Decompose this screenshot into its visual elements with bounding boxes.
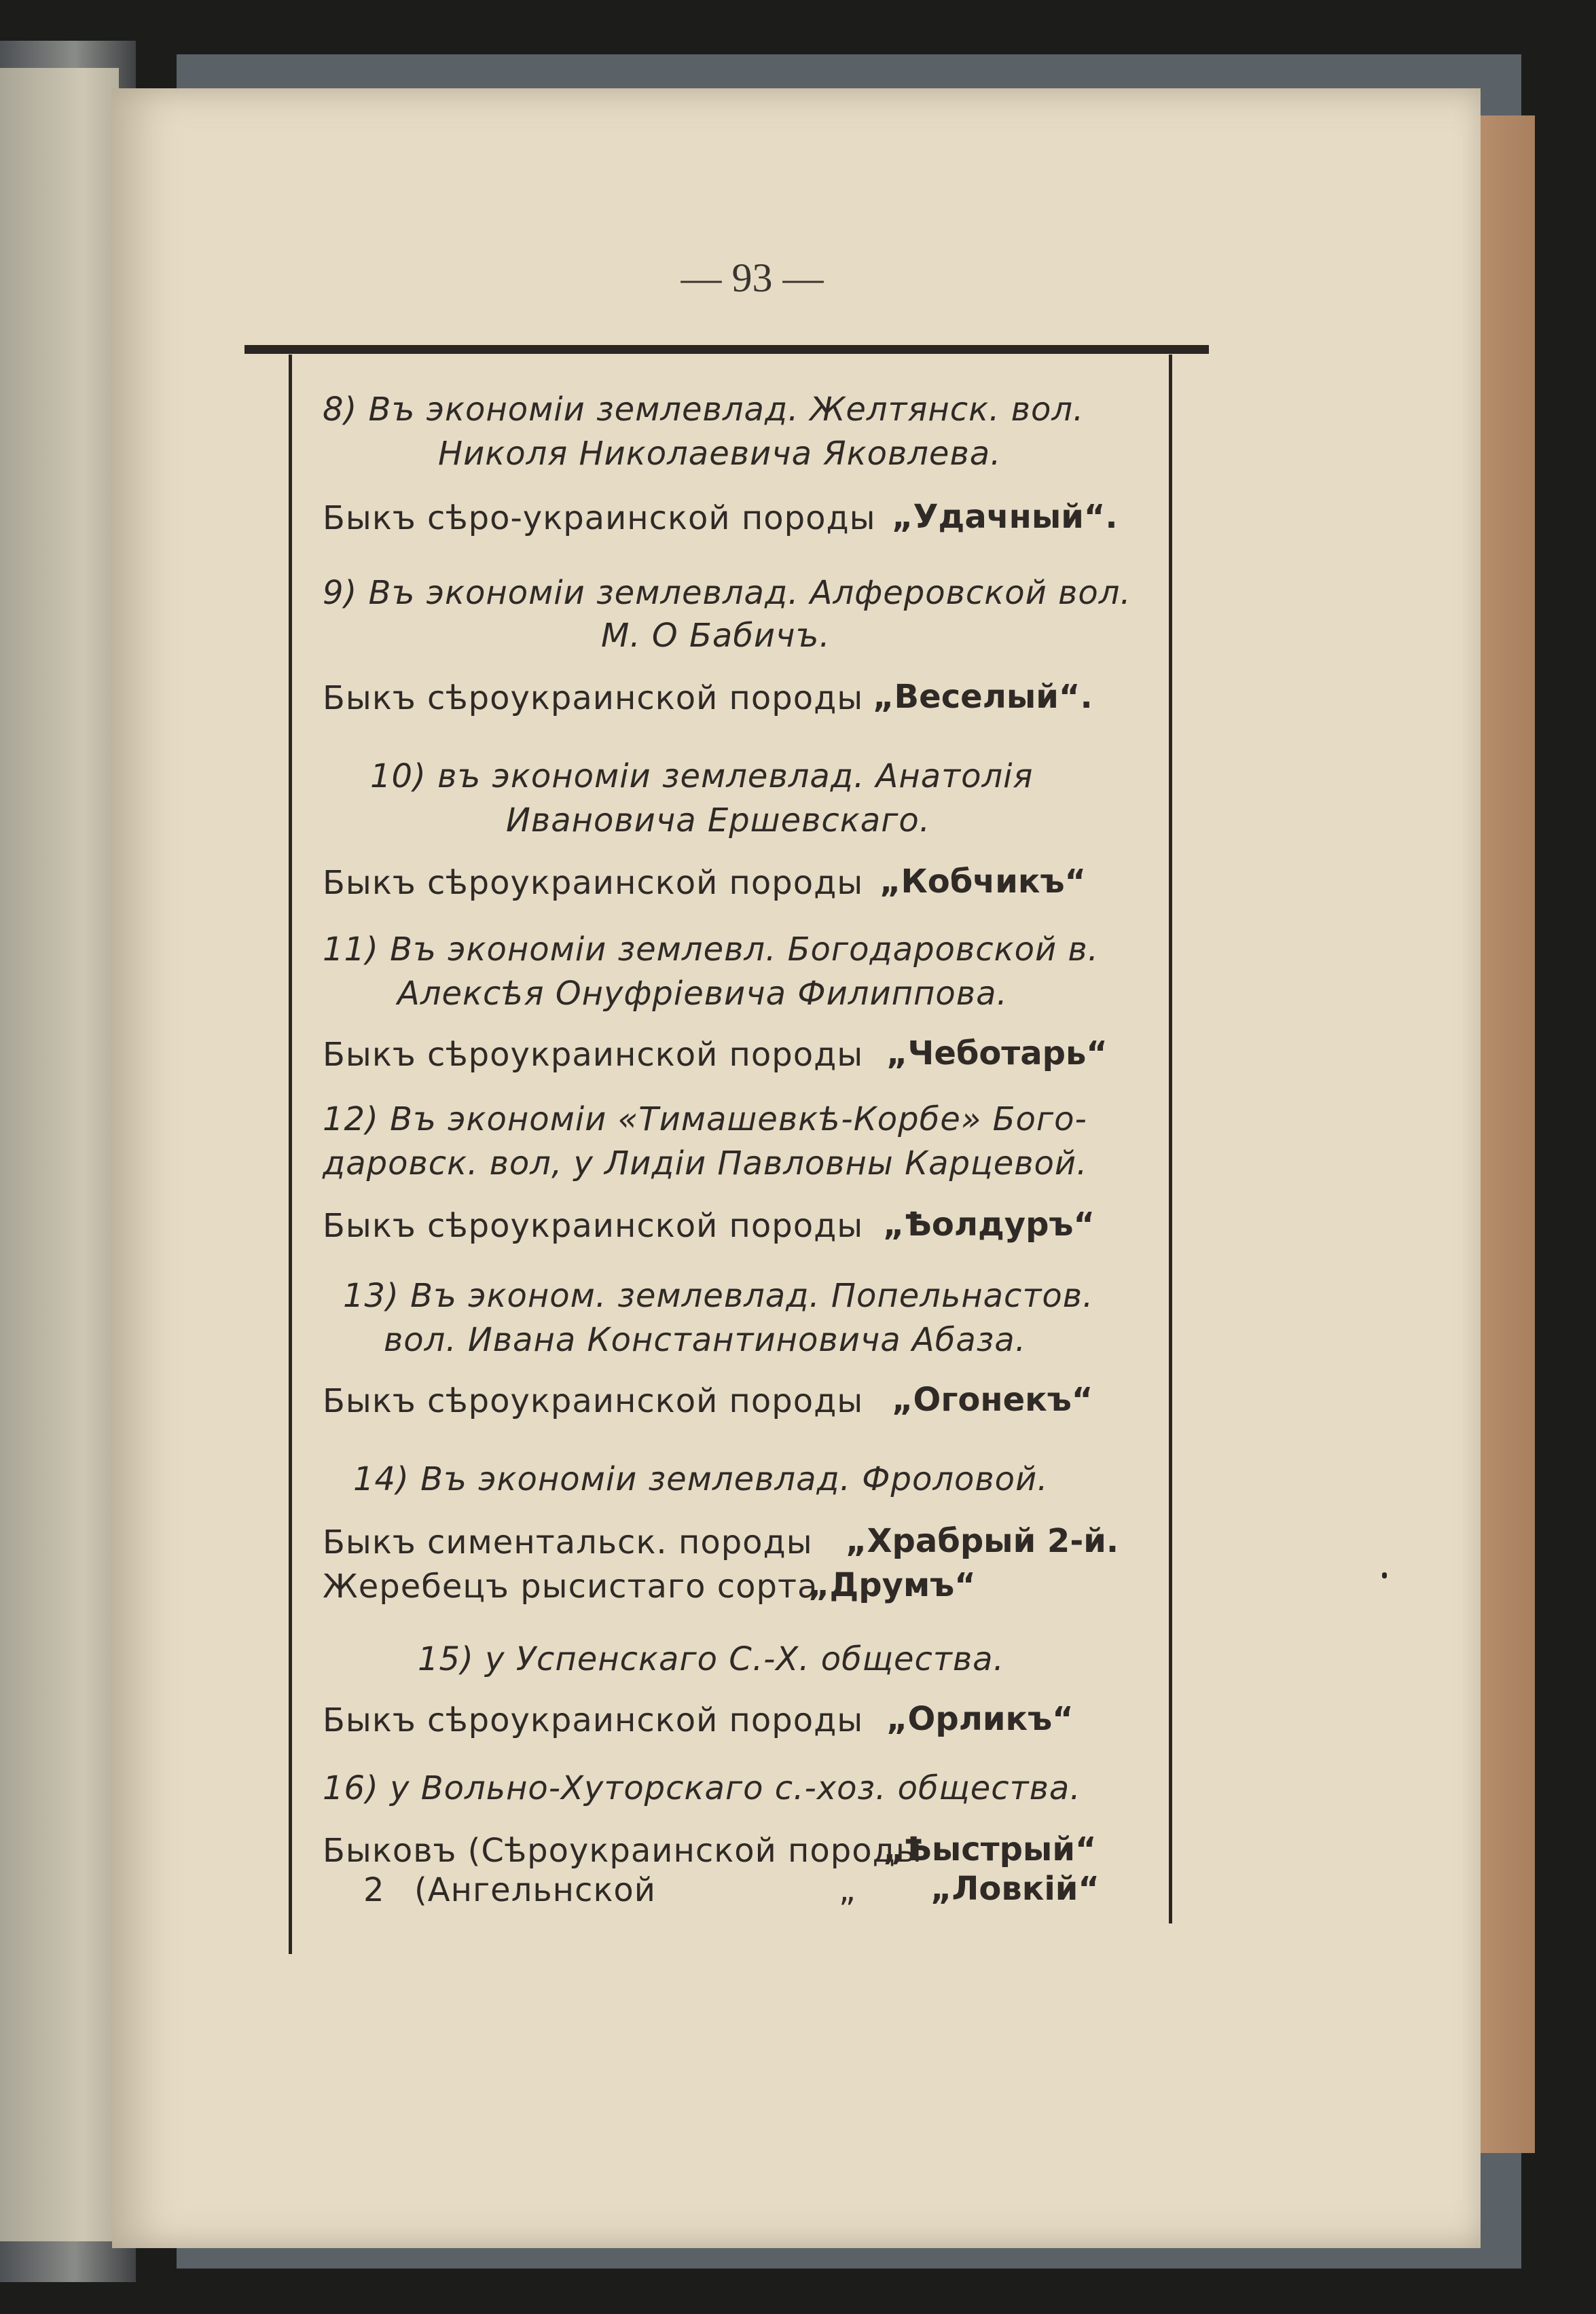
ink-speck xyxy=(1382,1572,1387,1578)
entry-heading: 13) Въ эконом. землевлад. Попельнастов. xyxy=(343,1277,1094,1315)
entry-line: Быкъ сѣроукраинской породы xyxy=(323,864,864,902)
entry-line: Быкъ сѣроукраинской породы xyxy=(323,1036,864,1074)
entry-heading: Ивановича Ершевскаго. xyxy=(506,801,931,839)
entry-heading: даровск. вол, у Лидіи Павловны Карцевой. xyxy=(323,1144,1088,1182)
animal-name: „Огонекъ“ xyxy=(892,1381,1093,1419)
top-rule xyxy=(244,345,1209,354)
entry-line: (Ангельнской xyxy=(414,1871,656,1909)
entry-heading: 11) Въ экономіи землевл. Богодаровской в. xyxy=(323,930,1099,969)
animal-name: „Чеботарь“ xyxy=(886,1034,1108,1072)
ditto-mark: „ xyxy=(839,1871,856,1909)
entry-heading: Николя Николаевича Яковлева. xyxy=(438,435,1002,473)
entry-line: Быковъ (Сѣроукраинской породы xyxy=(323,1832,922,1870)
left-rule xyxy=(289,355,292,1954)
animal-name: „Удачный“. xyxy=(892,498,1118,536)
page-number: — 93 — xyxy=(681,255,824,300)
entry-heading: 15) у Успенскаго С.-Х. общества. xyxy=(418,1640,1004,1678)
entry-line: Быкъ сѣроукраинской породы xyxy=(323,1382,864,1420)
entry-line: Быкъ сѣроукраинской породы xyxy=(323,679,864,717)
entry-line: Быкъ сѣро-украинской породы xyxy=(323,499,876,537)
animal-name: „Ловкій“ xyxy=(930,1870,1100,1908)
entry-heading: Алексѣя Онуфріевича Филиппова. xyxy=(397,975,1008,1013)
right-rule xyxy=(1169,355,1172,1923)
animal-name: „Друмъ“ xyxy=(808,1566,976,1604)
entry-heading: М. О Бабичъ. xyxy=(601,617,831,655)
facing-page-edge xyxy=(0,68,119,2241)
entry-heading: 14) Въ экономіи землевлад. Фроловой. xyxy=(353,1460,1049,1498)
entry-heading: 8) Въ экономіи землевлад. Желтянск. вол. xyxy=(323,391,1085,429)
animal-name: „Орликъ“ xyxy=(886,1700,1074,1738)
animal-name: „Храбрый 2-й. xyxy=(846,1522,1119,1560)
animal-name: „Ѣолдуръ“ xyxy=(883,1206,1095,1244)
animal-name: „Кобчикъ“ xyxy=(879,863,1087,901)
entry-heading: вол. Ивана Константиновича Абаза. xyxy=(384,1321,1026,1359)
entry-heading: 10) въ экономіи землевлад. Анатолія xyxy=(370,757,1034,795)
animal-name: „Ѣыстрый“ xyxy=(883,1830,1097,1868)
entry-line: Быкъ сѣроукраинской породы xyxy=(323,1207,864,1245)
animal-name: „Веселый“. xyxy=(873,678,1093,716)
entry-line: Жеребецъ рысистаго сорта xyxy=(323,1568,818,1606)
cover-edge xyxy=(1481,115,1535,2153)
entry-heading: 12) Въ экономіи «Тимашевкѣ-Корбе» Бого- xyxy=(323,1100,1087,1138)
entry-line: Быкъ сѣроукраинской породы xyxy=(323,1701,864,1739)
entry-heading: 9) Въ экономіи землевлад. Алферовской вол. xyxy=(323,574,1131,612)
entry-count: 2 xyxy=(363,1871,385,1909)
entry-line: Быкъ симентальск. породы xyxy=(323,1523,813,1561)
entry-heading: 16) у Вольно-Хуторскаго с.-хоз. общества. xyxy=(323,1769,1081,1807)
page xyxy=(112,88,1481,2248)
